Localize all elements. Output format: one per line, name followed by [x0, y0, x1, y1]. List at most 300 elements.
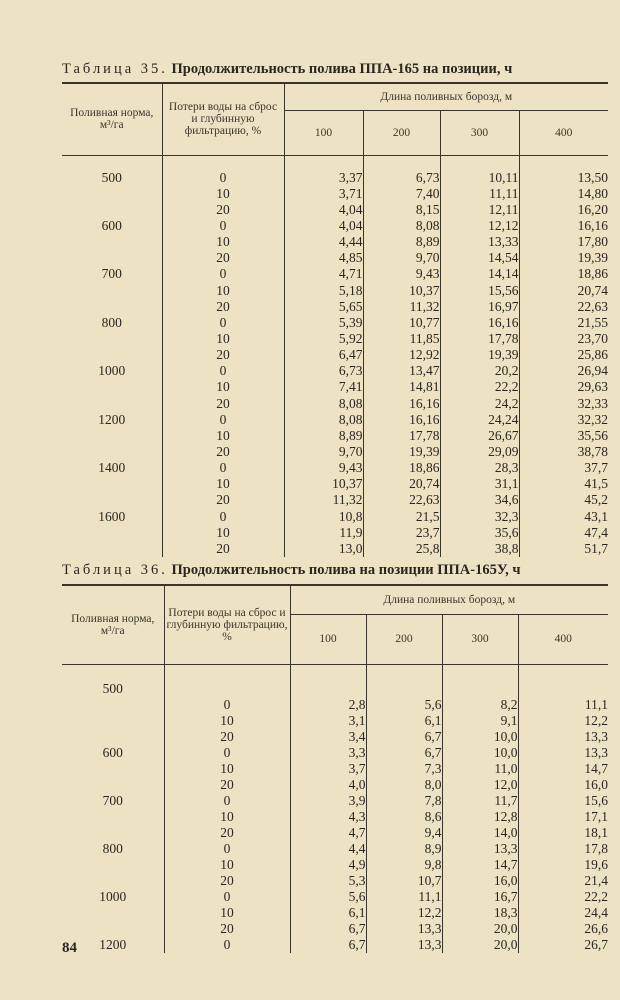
table-row [62, 889, 608, 905]
loss-cell: 20 [164, 873, 290, 889]
table-row [62, 444, 608, 460]
table-row [62, 315, 608, 331]
length-col-400: 400 [555, 126, 573, 139]
norm-cell [62, 857, 164, 873]
norm-cell: 700 [62, 266, 162, 282]
value-cell-200: 18,86 [363, 460, 440, 476]
value-cell-100: 10,8 [284, 508, 363, 524]
norm-cell [62, 761, 164, 777]
loss-cell: 10 [162, 379, 284, 395]
value-cell-100: 7,41 [284, 379, 363, 395]
loss-header: Потери воды на сброс и глубинную фильтрацию, % [164, 585, 290, 664]
value-cell-100: 3,9 [290, 793, 366, 809]
value-cell-400: 26,6 [584, 920, 608, 936]
table-row [62, 905, 608, 921]
table-row [62, 363, 608, 379]
table-row [62, 921, 608, 937]
table-35-title: Продолжительность полива ППА-165 на позиции, ч [171, 61, 513, 77]
value-cell-300: 24,2 [440, 395, 519, 411]
table-row [62, 218, 608, 234]
loss-cell: 10 [164, 905, 290, 921]
value-cell-400: 18,1 [584, 824, 608, 840]
value-cell-300: 34,6 [440, 492, 519, 508]
norm-cell: 600 [62, 218, 162, 234]
value-cell-400: 19,39 [577, 250, 608, 266]
value-cell-100: 11,32 [284, 492, 363, 508]
value-cell-400: 13,3 [584, 744, 608, 760]
value-cell-400: 22,63 [577, 298, 608, 314]
table-row [62, 412, 608, 428]
norm-cell [62, 299, 162, 315]
value-cell-200: 12,2 [366, 905, 442, 921]
value-cell-300: 14,14 [440, 266, 519, 282]
value-cell-100: 4,3 [290, 809, 366, 825]
loss-cell: 20 [162, 347, 284, 363]
value-cell-300: 32,3 [440, 508, 519, 524]
loss-cell: 0 [164, 937, 290, 953]
value-cell-200: 16,16 [363, 412, 440, 428]
value-cell-100: 4,04 [284, 202, 363, 218]
value-cell-400: 14,80 [577, 185, 608, 201]
table-row [62, 476, 608, 492]
value-cell-200: 9,4 [366, 825, 442, 841]
value-cell-400: 41,5 [584, 476, 608, 492]
norm-cell: 1400 [62, 460, 162, 476]
value-cell-100: 3,71 [284, 186, 363, 202]
value-cell-100: 3,37 [284, 170, 363, 186]
value-cell-300: 38,8 [440, 541, 519, 557]
value-cell-400: 25,86 [577, 347, 608, 363]
value-cell-100: 8,08 [284, 412, 363, 428]
value-cell-300: 20,0 [442, 937, 518, 953]
value-cell-100: 3,7 [290, 761, 366, 777]
loss-cell: 0 [162, 412, 284, 428]
loss-cell: 0 [162, 218, 284, 234]
value-cell-200: 7,40 [363, 186, 440, 202]
value-cell-100: 5,3 [290, 873, 366, 889]
value-cell-300: 19,39 [440, 347, 519, 363]
value-cell-300: 16,7 [442, 889, 518, 905]
value-cell-200: 8,6 [366, 809, 442, 825]
table-35-caption [62, 61, 614, 78]
spacer-row [62, 155, 608, 170]
value-cell-200: 7,3 [366, 761, 442, 777]
norm-cell [62, 809, 164, 825]
value-cell-400: 22,2 [584, 888, 608, 904]
value-cell-200: 10,37 [363, 282, 440, 298]
norm-cell [62, 395, 162, 411]
value-cell-200: 19,39 [363, 444, 440, 460]
table-35-body [62, 155, 608, 557]
value-cell-400: 32,33 [577, 395, 608, 411]
loss-cell: 10 [162, 234, 284, 250]
value-cell-400: 32,32 [577, 411, 608, 427]
table-36-label: Таблица 36. [62, 562, 168, 578]
spacer-row [62, 664, 608, 681]
loss-cell: 10 [162, 428, 284, 444]
value-cell-200: 10,7 [366, 873, 442, 889]
value-cell-400: 17,80 [577, 234, 608, 250]
norm-cell [62, 697, 164, 713]
value-cell-400: 35,56 [577, 427, 608, 443]
value-cell-100: 3,4 [290, 729, 366, 745]
norm-cell: 1600 [62, 508, 162, 524]
value-cell-100: 6,73 [284, 363, 363, 379]
value-cell-400: 38,78 [577, 443, 608, 459]
value-cell-200: 21,5 [363, 508, 440, 524]
table-36 [62, 584, 608, 953]
value-cell-200 [366, 681, 442, 697]
value-cell-400: 11,1 [584, 696, 608, 712]
loss-cell [164, 681, 290, 697]
value-cell-100: 4,0 [290, 777, 366, 793]
value-cell-300: 14,0 [442, 825, 518, 841]
value-cell-300: 14,7 [442, 857, 518, 873]
loss-cell: 10 [162, 331, 284, 347]
table-row [62, 809, 608, 825]
table-35 [62, 82, 608, 557]
loss-cell: 20 [164, 825, 290, 841]
value-cell-300: 16,97 [440, 299, 519, 315]
table-row [62, 347, 608, 363]
loss-cell: 20 [164, 921, 290, 937]
value-cell-100: 4,71 [284, 266, 363, 282]
value-cell-400: 23,70 [577, 330, 608, 346]
value-cell-100: 5,65 [284, 299, 363, 315]
value-cell-300: 35,6 [440, 525, 519, 541]
norm-cell [62, 921, 164, 937]
value-cell-100: 5,39 [284, 315, 363, 331]
norm-cell [62, 282, 162, 298]
norm-cell: 500 [62, 170, 162, 186]
loss-cell: 20 [162, 492, 284, 508]
norm-cell [62, 234, 162, 250]
value-cell-200: 8,15 [363, 202, 440, 218]
table-row [62, 745, 608, 761]
table-row [62, 170, 608, 186]
value-cell-400: 15,6 [584, 792, 608, 808]
norm-cell [62, 331, 162, 347]
value-cell-300: 22,2 [440, 379, 519, 395]
value-cell-400: 51,7 [584, 540, 608, 556]
length-col-300: 300 [440, 110, 519, 155]
loss-cell: 0 [164, 841, 290, 857]
norm-cell [62, 525, 162, 541]
loss-cell: 20 [162, 250, 284, 266]
value-cell-400: 29,63 [577, 379, 608, 395]
value-cell-400: 17,8 [584, 840, 608, 856]
value-cell-100: 2,8 [290, 697, 366, 713]
value-cell-300: 10,0 [442, 745, 518, 761]
value-cell-400: 26,94 [577, 363, 608, 379]
loss-cell: 0 [164, 697, 290, 713]
value-cell-300: 15,56 [440, 282, 519, 298]
value-cell-100: 6,1 [290, 905, 366, 921]
page-number: 84 [62, 940, 77, 956]
value-cell-100: 11,9 [284, 525, 363, 541]
length-col-200: 200 [366, 614, 442, 664]
norm-header: Поливная норма, м³/га [62, 83, 162, 155]
value-cell-200: 20,74 [363, 476, 440, 492]
value-cell-400: 19,6 [584, 856, 608, 872]
length-header: Длина поливных борозд, м [290, 585, 608, 614]
value-cell-400: 21,4 [584, 872, 608, 888]
norm-cell: 1200 [62, 937, 164, 953]
loss-cell: 20 [162, 202, 284, 218]
norm-cell [62, 379, 162, 395]
length-col-200: 200 [363, 110, 440, 155]
value-cell-400: 12,2 [584, 712, 608, 728]
value-cell-200: 9,70 [363, 250, 440, 266]
value-cell-200: 17,78 [363, 428, 440, 444]
table-row [62, 681, 608, 697]
value-cell-300: 24,24 [440, 412, 519, 428]
value-cell-200: 25,8 [363, 541, 440, 557]
norm-header: Поливная норма, м³/га [62, 585, 164, 664]
norm-cell [62, 492, 162, 508]
value-cell-200: 16,16 [363, 395, 440, 411]
value-cell-300: 12,12 [440, 218, 519, 234]
value-cell-300: 12,8 [442, 809, 518, 825]
value-cell-100: 10,37 [284, 476, 363, 492]
value-cell-300: 17,78 [440, 331, 519, 347]
value-cell-300: 16,0 [442, 873, 518, 889]
table-row [62, 525, 608, 541]
loss-cell: 20 [162, 444, 284, 460]
table-row [62, 250, 608, 266]
table-row [62, 541, 608, 557]
length-header: Длина поливных борозд, м [284, 83, 608, 110]
loss-cell: 20 [162, 299, 284, 315]
table-row [62, 937, 608, 953]
value-cell-200: 12,92 [363, 347, 440, 363]
value-cell-400: 45,2 [584, 492, 608, 508]
value-cell-100: 9,70 [284, 444, 363, 460]
loss-cell: 0 [162, 266, 284, 282]
loss-cell: 10 [162, 282, 284, 298]
value-cell-300: 11,11 [440, 186, 519, 202]
value-cell-300: 10,0 [442, 729, 518, 745]
loss-cell: 0 [162, 170, 284, 186]
value-cell-100: 6,47 [284, 347, 363, 363]
value-cell-200: 6,7 [366, 745, 442, 761]
value-cell-200: 14,81 [363, 379, 440, 395]
norm-cell [62, 825, 164, 841]
norm-cell [62, 444, 162, 460]
value-cell-300: 11,7 [442, 793, 518, 809]
value-cell-200: 22,63 [363, 492, 440, 508]
norm-cell: 800 [62, 315, 162, 331]
value-cell-100: 13,0 [284, 541, 363, 557]
table-row [62, 857, 608, 873]
value-cell-400: 26,7 [584, 936, 608, 952]
value-cell-200: 8,08 [363, 218, 440, 234]
value-cell-100 [290, 681, 366, 697]
norm-cell [62, 250, 162, 266]
value-cell-200: 9,8 [366, 857, 442, 873]
value-cell-400: 16,20 [577, 201, 608, 217]
value-cell-400: 13,3 [584, 728, 608, 744]
table-row [62, 841, 608, 857]
loss-cell: 0 [164, 793, 290, 809]
norm-cell: 600 [62, 745, 164, 761]
value-cell-300: 31,1 [440, 476, 519, 492]
table-row [62, 202, 608, 218]
loss-header: Потери воды на сброс и глубинную фильтрацию, % [162, 83, 284, 155]
value-cell-100: 6,7 [290, 921, 366, 937]
value-cell-400: 37,7 [584, 460, 608, 476]
table-row [62, 186, 608, 202]
value-cell-100: 8,89 [284, 428, 363, 444]
value-cell-100: 8,08 [284, 395, 363, 411]
loss-cell: 0 [164, 745, 290, 761]
value-cell-200: 13,3 [366, 937, 442, 953]
value-cell-100: 3,3 [290, 745, 366, 761]
value-cell-200: 23,7 [363, 525, 440, 541]
value-cell-300: 18,3 [442, 905, 518, 921]
loss-cell: 10 [162, 525, 284, 541]
loss-cell: 10 [164, 761, 290, 777]
loss-cell: 0 [162, 508, 284, 524]
value-cell-300: 9,1 [442, 713, 518, 729]
loss-cell: 10 [162, 476, 284, 492]
table-row [62, 492, 608, 508]
value-cell-200: 8,0 [366, 777, 442, 793]
norm-cell [62, 713, 164, 729]
loss-cell: 20 [162, 395, 284, 411]
norm-cell: 1000 [62, 889, 164, 905]
norm-cell: 700 [62, 793, 164, 809]
length-col-100: 100 [284, 110, 363, 155]
value-cell-300: 20,2 [440, 363, 519, 379]
table-row [62, 266, 608, 282]
value-cell-100: 4,44 [284, 234, 363, 250]
value-cell-300: 13,3 [442, 841, 518, 857]
loss-cell: 0 [162, 460, 284, 476]
norm-cell: 800 [62, 841, 164, 857]
loss-cell: 0 [162, 363, 284, 379]
value-cell-200: 7,8 [366, 793, 442, 809]
norm-cell [62, 873, 164, 889]
table-row [62, 697, 608, 713]
loss-cell: 10 [164, 809, 290, 825]
table-row [62, 331, 608, 347]
norm-cell [62, 428, 162, 444]
value-cell-300: 10,11 [440, 170, 519, 186]
loss-cell: 20 [164, 729, 290, 745]
value-cell-300: 8,2 [442, 697, 518, 713]
norm-cell [62, 202, 162, 218]
table-36-title: Продолжительность полива на позиции ППА-165У, ч [171, 562, 521, 578]
value-cell-400: 18,86 [577, 266, 608, 282]
table-row [62, 873, 608, 889]
norm-cell [62, 777, 164, 793]
value-cell-100: 6,7 [290, 937, 366, 953]
norm-cell: 1000 [62, 363, 162, 379]
loss-cell: 0 [164, 889, 290, 905]
value-cell-400: 17,1 [584, 808, 608, 824]
value-cell-200: 11,32 [363, 299, 440, 315]
loss-cell: 20 [164, 777, 290, 793]
norm-cell [62, 347, 162, 363]
value-cell-300: 20,0 [442, 921, 518, 937]
value-cell-400: 20,74 [577, 282, 608, 298]
value-cell-200: 6,7 [366, 729, 442, 745]
table-35-label: Таблица 35. [62, 61, 168, 77]
table-row [62, 713, 608, 729]
value-cell-200: 13,3 [366, 921, 442, 937]
table-row [62, 379, 608, 395]
value-cell-200: 10,77 [363, 315, 440, 331]
norm-cell: 1200 [62, 412, 162, 428]
norm-cell [62, 905, 164, 921]
value-cell-400: 14,7 [584, 760, 608, 776]
loss-cell: 20 [162, 541, 284, 557]
table-row [62, 508, 608, 524]
value-cell-100: 4,9 [290, 857, 366, 873]
value-cell-400: 24,4 [584, 904, 608, 920]
table-row [62, 777, 608, 793]
value-cell-200: 8,89 [363, 234, 440, 250]
value-cell-300: 28,3 [440, 460, 519, 476]
value-cell-400: 16,0 [584, 776, 608, 792]
value-cell-300: 29,09 [440, 444, 519, 460]
value-cell-200: 11,85 [363, 331, 440, 347]
value-cell-200: 8,9 [366, 841, 442, 857]
value-cell-100: 3,1 [290, 713, 366, 729]
loss-cell: 10 [162, 186, 284, 202]
value-cell-100: 5,92 [284, 331, 363, 347]
value-cell-200: 11,1 [366, 889, 442, 905]
value-cell-300 [442, 681, 518, 697]
value-cell-400: 43,1 [584, 508, 608, 524]
value-cell-300: 12,11 [440, 202, 519, 218]
value-cell-400: 21,55 [577, 314, 608, 330]
table-row [62, 395, 608, 411]
value-cell-100: 5,18 [284, 282, 363, 298]
value-cell-400 [518, 681, 608, 697]
table-36-body [62, 664, 608, 953]
value-cell-100: 9,43 [284, 460, 363, 476]
norm-cell [62, 476, 162, 492]
length-col-300: 300 [442, 614, 518, 664]
norm-cell [62, 186, 162, 202]
value-cell-400: 13,50 [577, 169, 608, 185]
value-cell-100: 5,6 [290, 889, 366, 905]
norm-cell [62, 729, 164, 745]
table-row [62, 299, 608, 315]
norm-cell [62, 541, 162, 557]
value-cell-100: 4,04 [284, 218, 363, 234]
loss-cell: 10 [164, 713, 290, 729]
value-cell-300: 12,0 [442, 777, 518, 793]
value-cell-400: 47,4 [584, 524, 608, 540]
value-cell-200: 6,73 [363, 170, 440, 186]
value-cell-300: 16,16 [440, 315, 519, 331]
norm-cell: 500 [62, 681, 164, 697]
value-cell-100: 4,85 [284, 250, 363, 266]
table-row [62, 428, 608, 444]
length-col-100: 100 [290, 614, 366, 664]
value-cell-200: 5,6 [366, 697, 442, 713]
value-cell-100: 4,7 [290, 825, 366, 841]
loss-cell: 10 [164, 857, 290, 873]
value-cell-300: 26,67 [440, 428, 519, 444]
value-cell-300: 11,0 [442, 761, 518, 777]
value-cell-200: 13,47 [363, 363, 440, 379]
table-row [62, 234, 608, 250]
value-cell-300: 14,54 [440, 250, 519, 266]
